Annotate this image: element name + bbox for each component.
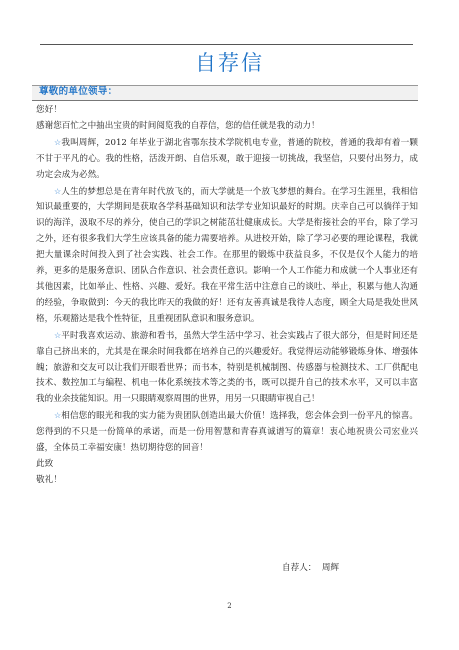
paragraph-text: 感谢您百忙之中抽出宝贵的时间阅览我的自荐信，您的信任就是我的动力！: [36, 120, 320, 131]
paragraph-text: 相信您的眼光和我的实力能为贵团队创造出最大价值！选择我，您会体会到一份平凡的惊喜。您得到的不只是一份简单的承诺，而是一份用智慧和青春真诚谱写的篇章！衷心地祝贵公司宏业兴盛，全体员工幸福安康！热切期待您的回音！: [36, 411, 418, 454]
closing-line-2: 敬礼！: [36, 474, 62, 485]
page-title: 自荐信: [195, 51, 264, 75]
signature: 自荐人： 周辉: [282, 563, 340, 573]
closing-line-1: 此致: [36, 458, 54, 469]
paragraph-text: 人生的梦想总是在青年时代放飞的，而大学就是一个放飞梦想的舞台。在学习生涯里，我相信知识最重要的，大学期间是获取各学科基础知识和法学专业知识最好的时期。庆幸自己可以徜徉于知识的海洋，汲取不尽的养分，使自己的学识之树能茁壮健康成长。大学是衔接社会的平台，除了学习之外，还有很多我们大学生应该具备的能力需要培养。从进校开始，除了学习必要的理论课程，我就把大量课余时间投入到了社会实践、社会工作。在那里的锻炼中获益良多，不仅是仅个人能力的培养，更多的是服务意识、团队合作意识、社会责任意识。影响一个人工作能力和成就一个人事业还有其他因素，比如举止、性格、兴趣、爱好。我在平常生活中注意自己的谈吐、举止，积累与他人沟通的经验，争取做到：今天的我比昨天的我做的好！还有友善真诚是我待人态度，顾全大局是我处世风格，乐观豁达是我个性特征，且重视团队意识和服务意识。: [36, 186, 418, 324]
paragraph-closing-wish: [36, 408, 418, 457]
paragraph-university: [36, 184, 418, 328]
star-icon: ☆: [54, 186, 62, 196]
salutation-heading: 尊敬的单位领导：: [39, 86, 118, 97]
paragraph-text: 平时我喜欢运动、旅游和看书，虽然大学生活中学习、社会实践占了很大部分，但是时间还是靠自己挤出来的，尤其是在课余时间我都在培养自己的兴趣爱好。我觉得运动能够锻炼身体、增强体魄；旅游和交友可以让我们开眼看世界；而书本，特别是机械制图、传感器与检测技术、工厂供配电技术、数控加工与编程、机电一体化系统技术等之类的书，既可以提升自己的技术水平，又可以丰富我的业余技能知识。用一只眼睛观察周围的世界，用另一只眼睛审视自己！: [36, 330, 418, 405]
letter-body: [36, 103, 418, 489]
star-icon: ☆: [54, 330, 62, 340]
paragraph-text: 我叫周辉，2012 年毕业于湖北省鄂东技术学院机电专业，普通的院校，普通的我却有着一颗不甘于平凡的心。我的性格，活泼开朗、自信乐观，敢于迎接一切挑战，我坚信，只要付出努力，成功定会成为必然。: [36, 137, 419, 180]
page-number: 2: [227, 602, 232, 610]
greeting-line: 您好！: [36, 105, 62, 115]
paragraph-thanks: [36, 119, 418, 135]
star-icon: ☆: [54, 411, 62, 421]
header-rule: [40, 44, 413, 45]
paragraph-intro: [36, 135, 418, 184]
star-icon: ☆: [54, 137, 62, 147]
paragraph-hobbies: [36, 328, 418, 409]
